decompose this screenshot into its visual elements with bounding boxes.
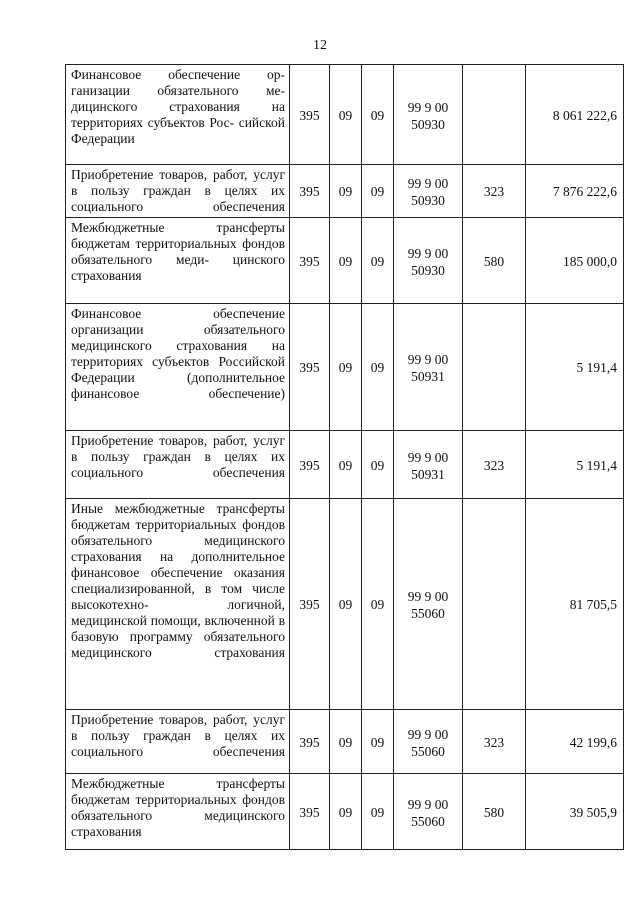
expense-type-code: 323 — [463, 431, 526, 499]
expense-type-code — [463, 499, 526, 710]
subsection-code: 09 — [362, 165, 394, 218]
expense-name: Приобретение товаров, работ, услуг в пользу граждан в целях их социального обеспечения — [66, 431, 290, 499]
expense-name: Межбюджетные трансферты бюджетам территориальных фондов обязательного медицинского страхования — [66, 774, 290, 850]
target-article-code: 99 9 00 55060 — [394, 710, 463, 774]
expense-type-code: 580 — [463, 774, 526, 850]
subsection-code: 09 — [362, 499, 394, 710]
table-row — [66, 65, 624, 165]
expense-name: Приобретение товаров, работ, услуг в пользу граждан в целях их социального обеспечения — [66, 710, 290, 774]
amount: 5 191,4 — [526, 304, 624, 431]
admin-code: 395 — [290, 431, 330, 499]
table-row — [66, 165, 624, 218]
target-article-code: 99 9 00 50931 — [394, 304, 463, 431]
table-row — [66, 774, 624, 850]
subsection-code: 09 — [362, 431, 394, 499]
section-code: 09 — [330, 499, 362, 710]
expense-name: Приобретение товаров, работ, услуг в пользу граждан в целях их социального обеспечения — [66, 165, 290, 218]
table-row — [66, 431, 624, 499]
amount: 5 191,4 — [526, 431, 624, 499]
target-article-code: 99 9 00 50930 — [394, 65, 463, 165]
target-article-code: 99 9 00 50931 — [394, 431, 463, 499]
expense-name: Иные межбюджетные трансферты бюджетам территориальных фондов обязательного медицинского страхования на дополнительное финансовое обеспечение оказания специализированной, в том числе высокотехно- логичной, медицинской помощи, включенной в базовую программу обязательного медицинского страхования — [66, 499, 290, 710]
table-row — [66, 304, 624, 431]
admin-code: 395 — [290, 165, 330, 218]
target-article-code: 99 9 00 55060 — [394, 774, 463, 850]
amount: 8 061 222,6 — [526, 65, 624, 165]
admin-code: 395 — [290, 710, 330, 774]
expense-name: Финансовое обеспечение ор- ганизации обязательного ме- дицинского страхования на территориях субъектов Рос- сийской Федерации — [66, 65, 290, 165]
expense-type-code — [463, 304, 526, 431]
table-row — [66, 499, 624, 710]
expense-type-code — [463, 65, 526, 165]
admin-code: 395 — [290, 218, 330, 304]
subsection-code: 09 — [362, 774, 394, 850]
expense-name: Межбюджетные трансферты бюджетам территориальных фондов обязательного меди- цинского страхования — [66, 218, 290, 304]
expense-type-code: 323 — [463, 710, 526, 774]
subsection-code: 09 — [362, 304, 394, 431]
section-code: 09 — [330, 774, 362, 850]
admin-code: 395 — [290, 774, 330, 850]
section-code: 09 — [330, 65, 362, 165]
amount: 7 876 222,6 — [526, 165, 624, 218]
admin-code: 395 — [290, 499, 330, 710]
budget-table — [65, 64, 624, 850]
section-code: 09 — [330, 304, 362, 431]
amount: 81 705,5 — [526, 499, 624, 710]
amount: 39 505,9 — [526, 774, 624, 850]
admin-code: 395 — [290, 65, 330, 165]
target-article-code: 99 9 00 50930 — [394, 165, 463, 218]
expense-name: Финансовое обеспечение организации обязательного медицинского страхования на территориях субъектов Российской Федерации (дополнительное финансовое обеспечение) — [66, 304, 290, 431]
subsection-code: 09 — [362, 218, 394, 304]
admin-code: 395 — [290, 304, 330, 431]
section-code: 09 — [330, 710, 362, 774]
amount: 42 199,6 — [526, 710, 624, 774]
subsection-code: 09 — [362, 710, 394, 774]
subsection-code: 09 — [362, 65, 394, 165]
section-code: 09 — [330, 218, 362, 304]
amount: 185 000,0 — [526, 218, 624, 304]
expense-type-code: 323 — [463, 165, 526, 218]
target-article-code: 99 9 00 55060 — [394, 499, 463, 710]
table-row — [66, 218, 624, 304]
section-code: 09 — [330, 165, 362, 218]
section-code: 09 — [330, 431, 362, 499]
page-number: 12 — [313, 38, 327, 53]
expense-type-code: 580 — [463, 218, 526, 304]
target-article-code: 99 9 00 50930 — [394, 218, 463, 304]
table-row — [66, 710, 624, 774]
